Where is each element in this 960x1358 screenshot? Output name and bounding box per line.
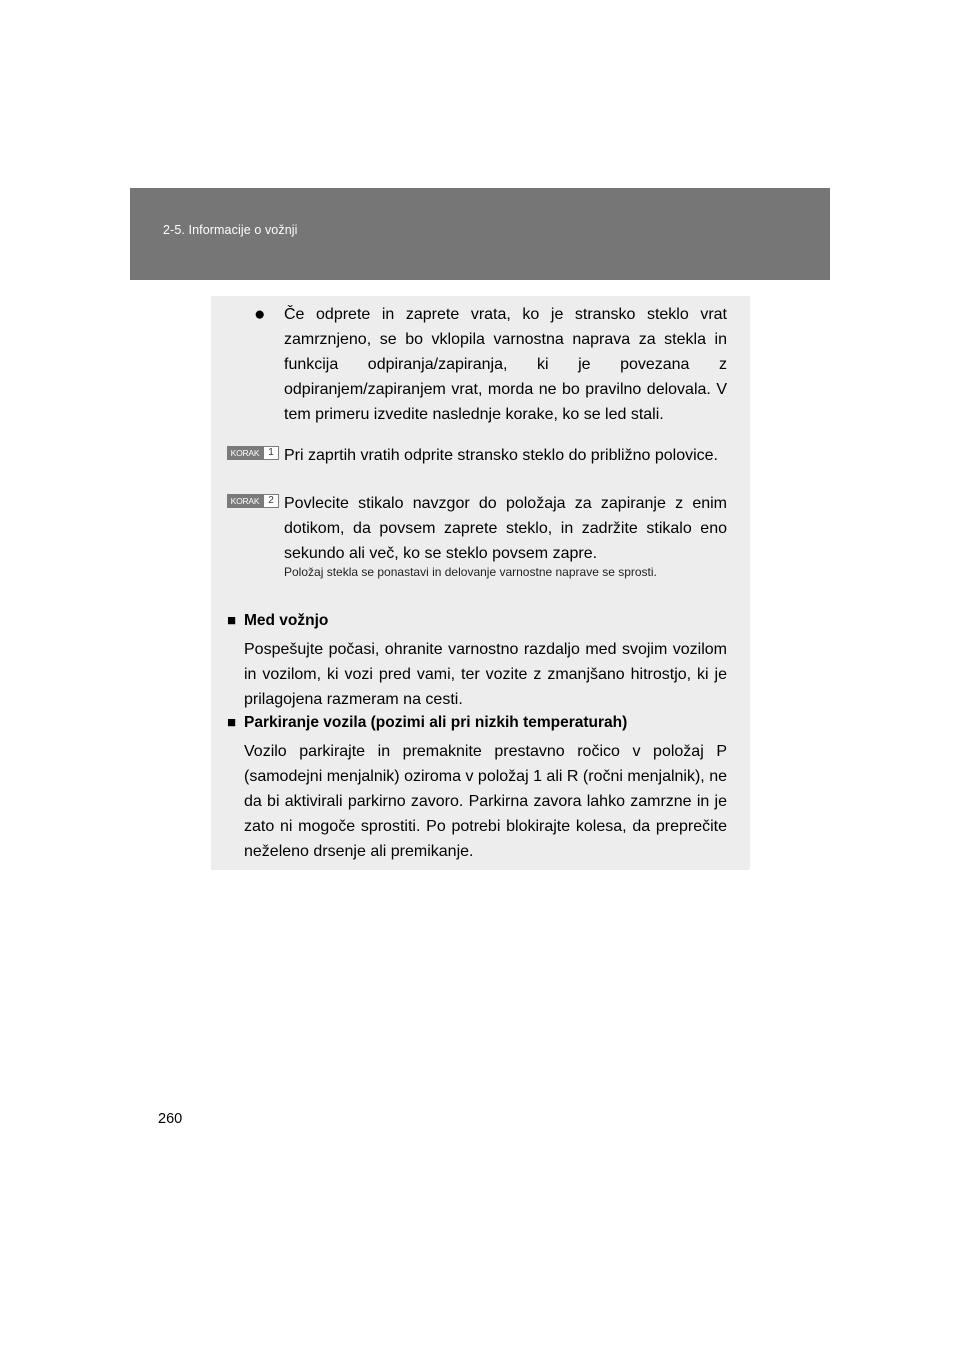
step-2-badge-number: 2 — [263, 494, 279, 508]
bullet-paragraph: Če odprete in zaprete vrata, ko je stransko steklo vrat zamrznjeno, se bo vklopila varnostna naprava za stekla in funkcija odpiranja/zapiranja, ki je povezana z odpiranjem/zapiranjem vrat, morda ne bo pravilno delovala. V tem primeru izvedite naslednje korake, ko se led stali. — [284, 306, 727, 423]
section-square-icon: ■ — [227, 714, 237, 731]
step-1-badge-number: 1 — [263, 446, 279, 460]
section-body-driving: Pospešujte počasi, ohranite varnostno razdaljo med svojim vozilom in vozilom, ki vozi pred vami, ter vozite z zmanjšano hitrostjo, ki je prilagojena razmeram na cesti. — [244, 641, 727, 708]
step-2-badge — [227, 494, 279, 508]
bullet-circle-icon: ● — [254, 304, 266, 325]
step-2-text: Povlecite stikalo navzgor do položaja za zapiranje z enim dotikom, da povsem zaprete steklo, in zadržite stikalo eno sekundo ali več, ko se steklo povsem zapre. — [284, 495, 727, 562]
section-square-icon: ■ — [227, 612, 237, 629]
section-header-band — [130, 188, 830, 280]
content-box — [211, 296, 750, 870]
section-heading-driving: Med vožnjo — [244, 612, 329, 629]
section-heading-parking: Parkiranje vozila (pozimi ali pri nizkih temperaturah) — [244, 714, 628, 731]
step-2-badge-label: KORAK — [227, 494, 263, 508]
page-number: 260 — [158, 1111, 183, 1127]
step-note: Položaj stekla se ponastavi in delovanje varnostne naprave se sprosti. — [284, 565, 657, 579]
section-body-parking: Vozilo parkirajte in premaknite prestavno ročico v položaj P (samodejni menjalnik) oziroma v položaj 1 ali R (ročni menjalnik), ne da bi aktivirali parkirno zavoro. Parkirna zavora lahko zamrzne in je zato ni mogoče sprostiti. Po potrebi blokirajte kolesa, da preprečite neželeno drsenje ali premikanje. — [244, 743, 727, 860]
step-1-text: Pri zaprtih vratih odprite stransko steklo do približno polovice. — [284, 447, 718, 464]
step-1-badge-label: KORAK — [227, 446, 263, 460]
section-title: 2-5. Informacije o vožnji — [163, 223, 298, 237]
step-1-badge — [227, 446, 279, 460]
